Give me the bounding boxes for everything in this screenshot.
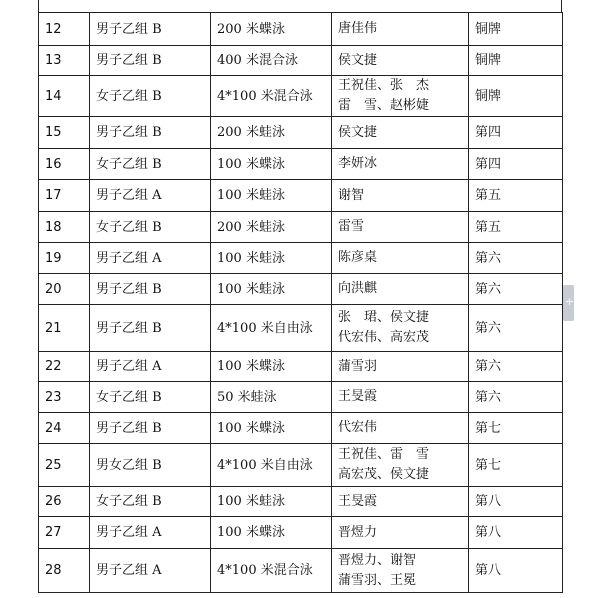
athlete-line: 陈彦桌 [338,250,378,265]
athlete-line: 李妍冰 [338,156,378,171]
result-cell: 第五 [469,180,563,212]
group-cell: 男子乙组 A [90,243,211,274]
event-cell: 50 米蛙泳 [211,382,332,413]
athlete-line: 侯文捷 [338,52,378,68]
table-row [39,117,563,149]
event-cell: 100 米蝶泳 [211,149,332,180]
group-cell: 男子乙组 B [90,13,211,46]
scroll-handle[interactable] [563,285,574,321]
result-cell: 第六 [469,352,563,382]
athletes-cell [332,243,469,274]
athletes-cell [332,76,469,117]
event-cell: 200 米蛙泳 [211,212,332,243]
table-row [39,352,563,382]
table-row [39,13,563,46]
event-cell: 400 米混合泳 [211,46,332,76]
athlete-line: 蒲雪羽、王冕 [338,572,417,588]
athletes-cell [332,549,469,593]
group-cell: 男子乙组 A [90,517,211,549]
row-number-cell: 21 [39,305,90,352]
table-row [39,413,563,444]
group-cell: 女子乙组 B [90,487,211,517]
group-cell: 男子乙组 B [90,413,211,444]
result-cell: 第八 [469,517,563,549]
athlete-line: 侯文捷 [338,124,378,140]
table-row [39,382,563,413]
table-row [39,212,563,243]
results-table [38,12,563,593]
plus-icon: + [565,295,575,308]
group-cell: 男子乙组 B [90,305,211,352]
athletes-cell [332,13,469,46]
result-cell: 第五 [469,212,563,243]
group-cell: 女子乙组 B [90,76,211,117]
table-row [39,274,563,305]
result-cell: 第七 [469,444,563,487]
event-cell: 200 米蝶泳 [211,13,332,46]
result-cell: 第八 [469,549,563,593]
athletes-cell [332,149,469,180]
group-cell: 男子乙组 B [90,274,211,305]
athletes-cell [332,382,469,413]
result-cell: 第六 [469,382,563,413]
group-cell: 男子乙组 B [90,46,211,76]
table-row [39,305,563,352]
table-row [39,243,563,274]
row-number-cell: 28 [39,549,90,593]
athlete-line: 晋煜力、谢智 [338,552,417,568]
row-number-cell: 17 [39,180,90,212]
row-number-cell: 26 [39,487,90,517]
row-number-cell: 20 [39,274,90,305]
group-cell: 男子乙组 A [90,180,211,212]
row-number-cell: 25 [39,444,90,487]
group-cell: 男女乙组 B [90,444,211,487]
row-number-cell: 12 [39,13,90,46]
group-cell: 女子乙组 B [90,382,211,413]
athlete-line: 雷 雪、赵彬婕 [338,98,430,113]
group-cell: 男子乙组 B [90,117,211,149]
table-row [39,444,563,487]
event-cell: 4*100 米混合泳 [211,549,332,593]
result-cell: 第六 [469,305,563,352]
athlete-line: 高宏茂、侯文捷 [338,467,430,482]
athlete-line: 王旻霞 [338,389,378,404]
athletes-cell [332,117,469,149]
group-cell: 女子乙组 B [90,149,211,180]
athlete-line: 晋煜力 [338,524,378,540]
athletes-cell [332,352,469,382]
row-number-cell: 14 [39,76,90,117]
event-cell: 100 米蝶泳 [211,517,332,549]
event-cell: 200 米蛙泳 [211,117,332,149]
row-number-cell: 16 [39,149,90,180]
row-number-cell: 18 [39,212,90,243]
table-row [39,487,563,517]
athlete-line: 代宏伟、高宏茂 [338,330,430,345]
athletes-cell [332,413,469,444]
athletes-cell [332,274,469,305]
event-cell: 100 米蛙泳 [211,180,332,212]
result-cell: 第六 [469,243,563,274]
row-number-cell: 27 [39,517,90,549]
athlete-line: 代宏伟 [338,420,378,435]
row-number-cell: 13 [39,46,90,76]
athlete-line: 王旻霞 [338,493,378,509]
table-top-edge [38,0,562,12]
group-cell: 女子乙组 B [90,212,211,243]
result-cell: 第四 [469,117,563,149]
result-cell: 第八 [469,487,563,517]
row-number-cell: 19 [39,243,90,274]
result-cell: 铜牌 [469,13,563,46]
results-table-body [39,13,563,593]
result-cell: 第四 [469,149,563,180]
table-row [39,149,563,180]
athletes-cell [332,46,469,76]
athlete-line: 王祝佳、张 杰 [338,78,430,93]
event-cell: 100 米蛙泳 [211,487,332,517]
athlete-line: 唐佳伟 [338,21,378,36]
row-number-cell: 23 [39,382,90,413]
table-row [39,549,563,593]
result-cell: 第六 [469,274,563,305]
athlete-line: 谢智 [338,187,365,203]
athletes-cell [332,305,469,352]
athlete-line: 向洪麒 [338,281,378,296]
group-cell: 男子乙组 A [90,352,211,382]
row-number-cell: 24 [39,413,90,444]
row-number-cell: 15 [39,117,90,149]
event-cell: 4*100 米自由泳 [211,305,332,352]
table-row [39,46,563,76]
event-cell: 100 米蛙泳 [211,243,332,274]
result-cell: 铜牌 [469,76,563,117]
athletes-cell [332,212,469,243]
athlete-line: 张 珺、侯文捷 [338,310,430,325]
athlete-line: 雷雪 [338,219,365,234]
event-cell: 100 米蛙泳 [211,274,332,305]
result-cell: 铜牌 [469,46,563,76]
group-cell: 男子乙组 A [90,549,211,593]
row-number-cell: 22 [39,352,90,382]
athletes-cell [332,444,469,487]
event-cell: 4*100 米混合泳 [211,76,332,117]
athlete-line: 蒲雪羽 [338,358,378,374]
event-cell: 100 米蝶泳 [211,413,332,444]
table-row [39,517,563,549]
athletes-cell [332,517,469,549]
athlete-line: 王祝佳、雷 雪 [338,447,430,462]
athletes-cell [332,180,469,212]
athletes-cell [332,487,469,517]
result-cell: 第七 [469,413,563,444]
event-cell: 4*100 米自由泳 [211,444,332,487]
table-row [39,76,563,117]
event-cell: 100 米蝶泳 [211,352,332,382]
table-row [39,180,563,212]
